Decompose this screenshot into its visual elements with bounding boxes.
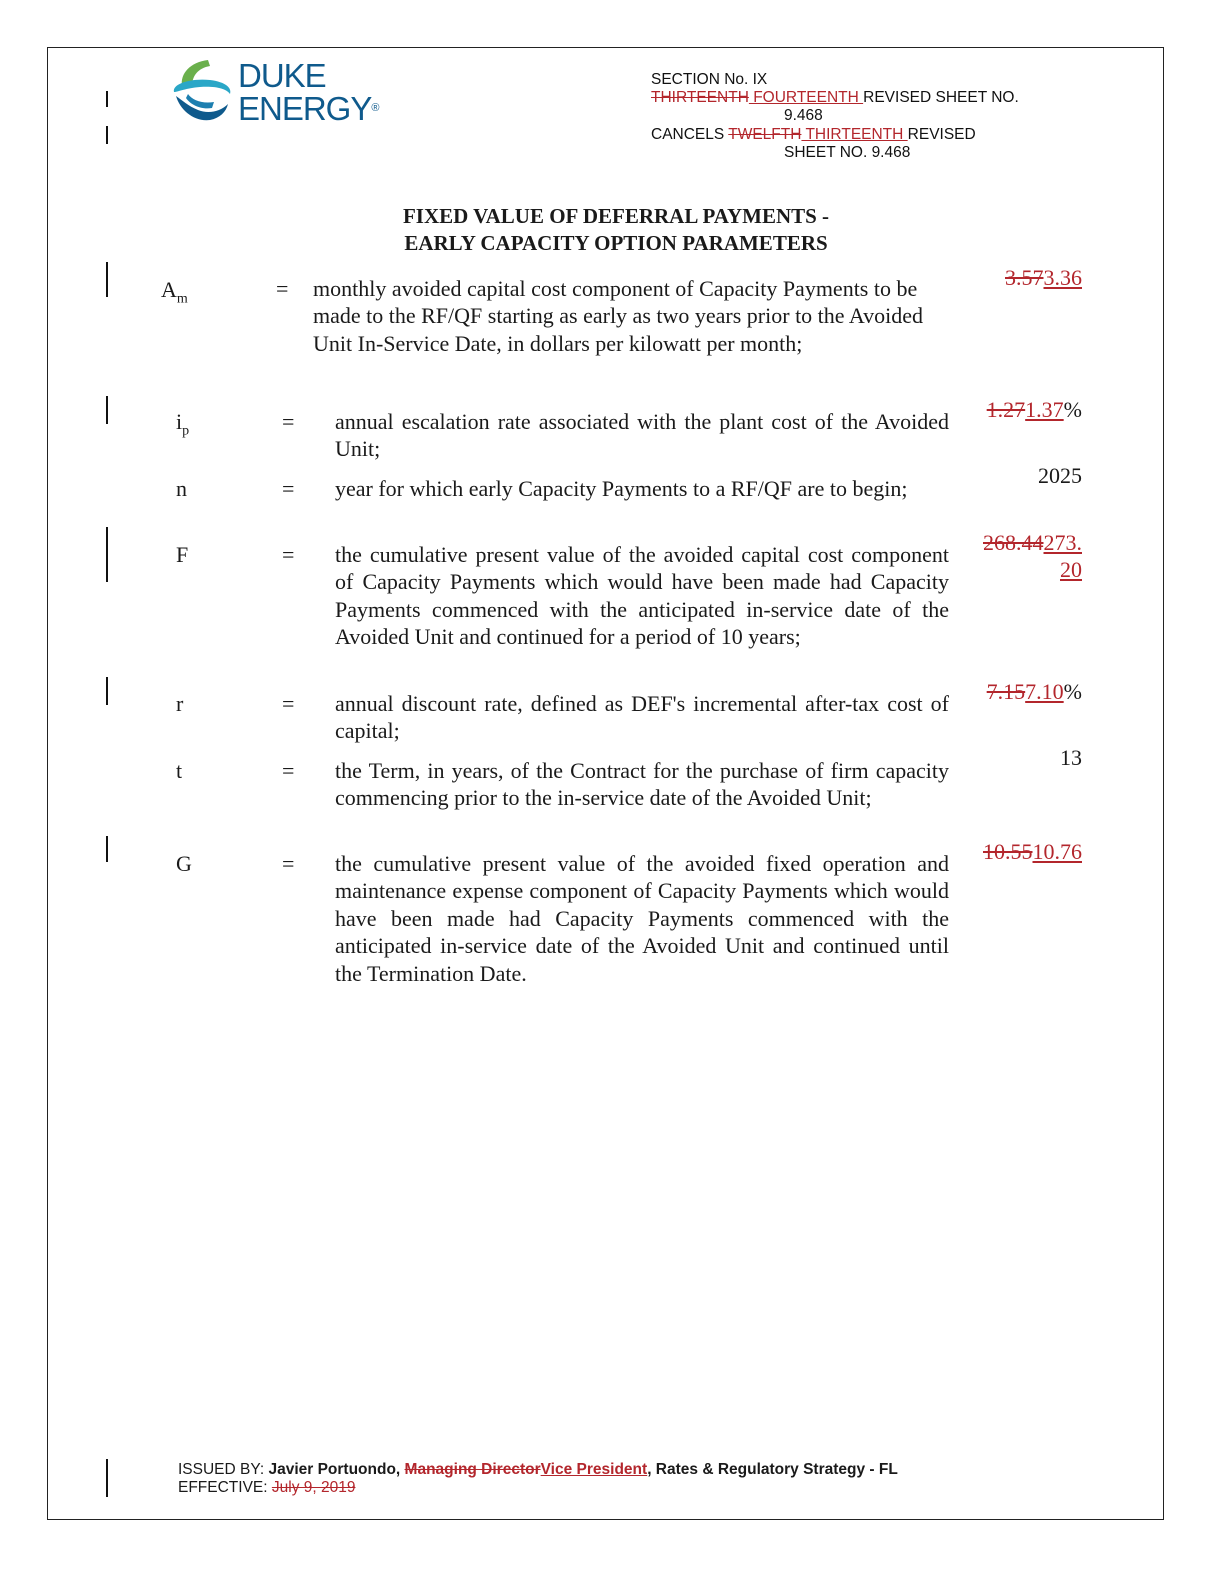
issued-by-rest: , Rates & Regulatory Strategy - FL [647,1461,898,1478]
param-description-ip: annual escalation rate associated with the plant cost of the Avoided Unit; [335,409,949,462]
revision-bar-r [106,677,108,705]
sheet-revision-deleted: THIRTEENTH [651,89,749,106]
issued-by-label: ISSUED BY: [178,1461,269,1478]
duke-energy-logo-mark [170,56,236,126]
page-title-line-2: EARLY CAPACITY OPTION PARAMETERS [404,231,828,255]
param-description-am: monthly avoided capital cost component of Capacity Payments to be made to the RF/QF starting as early as two years prior to the Avoided Unit In-Service Date, in dollars per kilowatt per month; [313,276,923,356]
equals-sign-g: = [282,851,295,876]
value-suffix-ip: % [1063,397,1082,422]
param-symbol-ip-subscript: p [182,423,190,439]
issued-title-inserted: Vice President [540,1461,648,1478]
revision-bar-g [106,836,108,862]
value-inserted-ip: 1.37 [1025,397,1064,422]
param-value-f [983,529,1082,583]
param-value-n: 2025 [1038,463,1082,488]
sheet-revision-inserted: FOURTEENTH [748,89,864,106]
revision-bar-ip [106,396,108,424]
param-symbol-r: r [176,691,184,716]
param-symbol-g: G [176,851,192,876]
page-title-line-1: FIXED VALUE OF DEFERRAL PAYMENTS - [402,204,830,228]
param-symbol-f: F [176,542,189,567]
cancels-revision-deleted: TWELFTH [728,126,802,143]
value-suffix-r: % [1063,679,1082,704]
logo-word-energy-text: ENERGY [238,90,372,127]
param-symbol-am-subscript: m [176,291,188,307]
equals-sign-f: = [282,542,295,567]
param-description-f: the cumulative present value of the avoided capital cost component of Capacity Payments which would have been made had Capacity Payments commenced with the anticipated in-service date of the Avoided Unit and continued for a period of 10 years; [335,542,949,650]
value-deleted-f: 268.44 [983,530,1044,555]
revision-bar-header-1 [106,91,108,107]
footer-issued-by [178,1461,898,1479]
param-value-ip [987,396,1082,423]
param-symbol-am-letter: A [161,277,177,302]
value-inserted-f-part1: 273. [1043,530,1082,555]
logo-word-energy [238,92,378,125]
revision-bar-header-2 [106,126,108,144]
cancels-sheet-number: SHEET NO. 9.468 [784,144,911,161]
param-symbol-n: n [176,476,187,501]
footer-effective [178,1479,355,1497]
value-deleted-ip: 1.27 [986,397,1026,422]
equals-sign-n: = [282,476,295,501]
revision-bar-am [106,262,108,297]
value-deleted-g: 10.55 [983,839,1033,864]
sheet-revision-suffix: REVISED SHEET NO. [863,89,1019,106]
equals-sign-am: = [276,276,289,301]
value-inserted-am: 3.36 [1043,265,1082,290]
cancels-revision-inserted: THIRTEENTH [801,126,908,143]
value-inserted-f-part2: 20 [1060,557,1082,582]
equals-sign-r: = [282,691,295,716]
equals-sign-ip: = [282,409,295,434]
value-inserted-g: 10.76 [1032,839,1082,864]
duke-energy-logo [170,56,380,128]
effective-date-deleted: July 9, 2019 [271,1479,356,1496]
param-symbol-ip [176,408,189,444]
param-symbol-ip-letter: i [176,409,183,434]
value-inserted-r: 7.10 [1025,679,1064,704]
value-deleted-am: 3.57 [1005,265,1044,290]
cancels-line [651,126,976,144]
section-number: SECTION No. IX [651,71,768,88]
cancels-prefix: CANCELS [651,126,729,143]
param-description-r: annual discount rate, defined as DEF's incremental after-tax cost of capital; [335,691,949,744]
revised-sheet-line [651,89,1019,107]
param-value-r [987,678,1082,705]
value-deleted-r: 7.15 [986,679,1026,704]
revision-bar-footer [106,1459,108,1497]
effective-label: EFFECTIVE: [178,1479,272,1496]
logo-word-duke: DUKE [238,57,326,94]
param-value-g [983,838,1082,865]
issued-by-name: Javier Portuondo, [268,1461,405,1478]
cancels-suffix: REVISED [907,126,976,143]
param-description-g: the cumulative present value of the avoided fixed operation and maintenance expense component of Capacity Payments which would have been made had Capacity Payments commenced with the anticipated in-service date of the Avoided Unit and continued until the Termination Date. [335,851,949,986]
revision-bar-f [106,527,108,582]
issued-title-deleted: Managing Director [404,1461,541,1478]
equals-sign-t: = [282,758,295,783]
param-symbol-t: t [176,758,183,783]
param-description-n: year for which early Capacity Payments to a RF/QF are to begin; [335,476,908,501]
param-value-t: 13 [1060,745,1082,770]
param-description-t: the Term, in years, of the Contract for the purchase of firm capacity commencing prior to the in-service date of the Avoided Unit; [335,758,949,811]
param-value-am [1005,264,1082,291]
param-symbol-am [161,276,188,312]
sheet-number: 9.468 [784,107,823,124]
registered-mark: ® [371,102,379,114]
